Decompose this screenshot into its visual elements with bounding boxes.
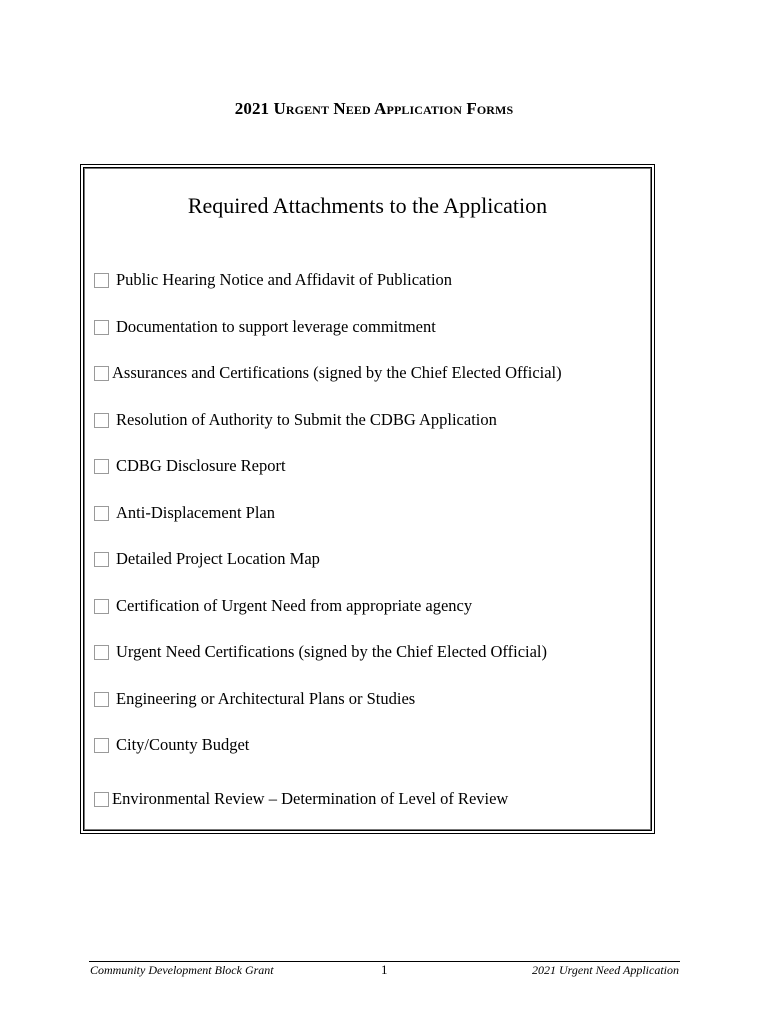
checklist-label: Certification of Urgent Need from appropriate agency: [116, 596, 473, 615]
checklist-item-location-map: [94, 549, 320, 569]
checkbox-environmental-review[interactable]: [94, 792, 109, 807]
checkbox-engineering-plans[interactable]: [94, 692, 109, 707]
checklist-label: Resolution of Authority to Submit the CDBG Application: [116, 410, 497, 429]
checkbox-assurances[interactable]: [94, 366, 109, 381]
checkbox-urgent-need-certifications[interactable]: [94, 645, 109, 660]
checklist-item-anti-displacement: [94, 503, 275, 523]
footer-program-name: Community Development Block Grant: [90, 963, 274, 977]
checkbox-anti-displacement[interactable]: [94, 506, 109, 521]
checkbox-disclosure[interactable]: [94, 459, 109, 474]
checklist-label: Public Hearing Notice and Affidavit of Publication: [116, 270, 453, 289]
checklist-label: Documentation to support leverage commitment: [116, 317, 436, 336]
checklist-item-urgent-need-certification: [94, 596, 472, 616]
checklist-item-resolution: [94, 410, 497, 430]
checklist-item-assurances: [94, 363, 562, 383]
checklist-item-budget: [94, 735, 249, 755]
checklist-item-engineering-plans: [94, 689, 415, 709]
checklist-label: Detailed Project Location Map: [116, 549, 320, 568]
checkbox-public-hearing[interactable]: [94, 273, 109, 288]
checkbox-leverage[interactable]: [94, 320, 109, 335]
checklist-label: Urgent Need Certifications (signed by the Chief Elected Official): [116, 642, 547, 661]
checklist-label: Environmental Review – Determination of Level of Review: [112, 789, 509, 808]
footer-page-number: 1: [381, 962, 388, 977]
checkbox-urgent-need-certification[interactable]: [94, 599, 109, 614]
checklist-item-environmental-review: [94, 789, 508, 809]
checklist-label: Engineering or Architectural Plans or Studies: [116, 689, 416, 708]
attachments-box: [80, 164, 655, 834]
document-title: 2021 Urgent Need Application Forms: [234, 99, 514, 118]
checklist-item-public-hearing: [94, 270, 452, 290]
checklist-item-leverage: [94, 317, 436, 337]
checkbox-budget[interactable]: [94, 738, 109, 753]
attachments-heading: Required Attachments to the Application: [187, 193, 548, 218]
checkbox-resolution[interactable]: [94, 413, 109, 428]
checkbox-location-map[interactable]: [94, 552, 109, 567]
checklist-label: Assurances and Certifications (signed by the Chief Elected Official): [112, 363, 562, 382]
checklist-item-urgent-need-certifications: [94, 642, 547, 662]
checklist-label: CDBG Disclosure Report: [116, 456, 286, 475]
footer-document-name: 2021 Urgent Need Application: [532, 963, 679, 977]
checklist-item-disclosure: [94, 456, 286, 476]
checklist-label: Anti-Displacement Plan: [116, 503, 276, 522]
checklist-label: City/County Budget: [116, 735, 250, 754]
